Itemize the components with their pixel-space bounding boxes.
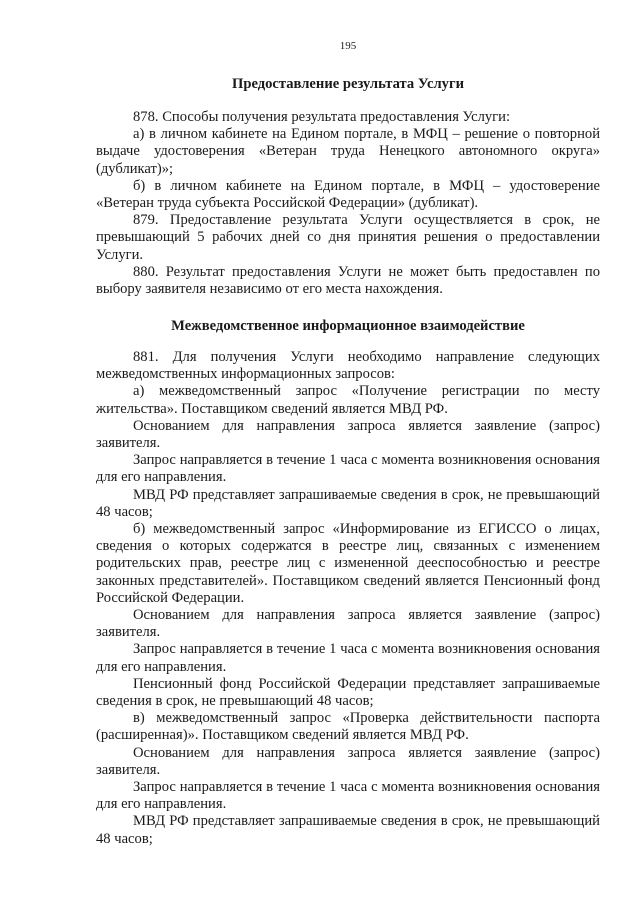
paragraph-response-b: Пенсионный фонд Российской Федерации представляет запрашиваемые сведения в срок, не превышающий 48 часов; [96, 675, 600, 710]
page-number: 195 [339, 40, 357, 52]
section-heading-interaction: Межведомственное информационное взаимодействие [171, 318, 525, 334]
paragraph-timing-b: Запрос направляется в течение 1 часа с момента возникновения основания для его направления. [96, 641, 600, 675]
section-body-interaction [96, 349, 600, 848]
paragraph-881-c: в) межведомственный запрос «Проверка действительности паспорта (расширенная)». Поставщиком сведений является МВД РФ. [96, 710, 600, 744]
paragraph-878-b: б) в личном кабинете на Едином портале, в МФЦ – удостоверение «Ветеран труда субъекта Российской Федерации» (дубликат). [96, 177, 600, 212]
paragraph-timing-a: Запрос направляется в течение 1 часа с момента возникновения основания для его направления. [96, 452, 600, 486]
paragraph-basis-c: Основанием для направления запроса является заявление (запрос) заявителя. [96, 744, 600, 778]
paragraph-response-c: МВД РФ представляет запрашиваемые сведения в срок, не превышающий 48 часов; [96, 813, 600, 847]
paragraph-879: 879. Предоставление результата Услуги осуществляется в срок, не превышающий 5 рабочих дней со дня принятия решения о предоставлении Услуги. [96, 212, 600, 263]
paragraph-response-a: МВД РФ представляет запрашиваемые сведения в срок, не превышающий 48 часов; [96, 486, 600, 520]
paragraph-881: 881. Для получения Услуги необходимо направление следующих межведомственных информационных запросов: [96, 349, 600, 383]
paragraph-881-b: б) межведомственный запрос «Информирование из ЕГИССО о лицах, сведения о которых содержатся в реестре лиц, связанных с изменением родительских прав, реестре лиц с измененной дееспособностью и реестре законных представителей». Поставщиком сведений является Пенсионный фонд Российской Федерации. [96, 521, 600, 606]
section-body-result [96, 109, 600, 298]
paragraph-880: 880. Результат предоставления Услуги не может быть предоставлен по выбору заявителя независимо от его места нахождения. [96, 263, 600, 298]
paragraph-basis-a: Основанием для направления запроса является заявление (запрос) заявителя. [96, 417, 600, 452]
paragraph-timing-c: Запрос направляется в течение 1 часа с момента возникновения основания для его направления. [96, 779, 600, 813]
section-heading-result: Предоставление результата Услуги [232, 76, 464, 92]
paragraph-878: 878. Способы получения результата предоставления Услуги: [133, 109, 511, 125]
paragraph-881-a: а) межведомственный запрос «Получение регистрации по месту жительства». Поставщиком сведений является МВД РФ. [96, 383, 600, 417]
paragraph-878-a: а) в личном кабинете на Едином портале, в МФЦ – решение о повторной выдаче удостоверения «Ветеран труда Ненецкого автономного округа» (дубликат)»; [96, 126, 600, 177]
paragraph-basis-b: Основанием для направления запроса является заявление (запрос) заявителя. [96, 607, 600, 641]
